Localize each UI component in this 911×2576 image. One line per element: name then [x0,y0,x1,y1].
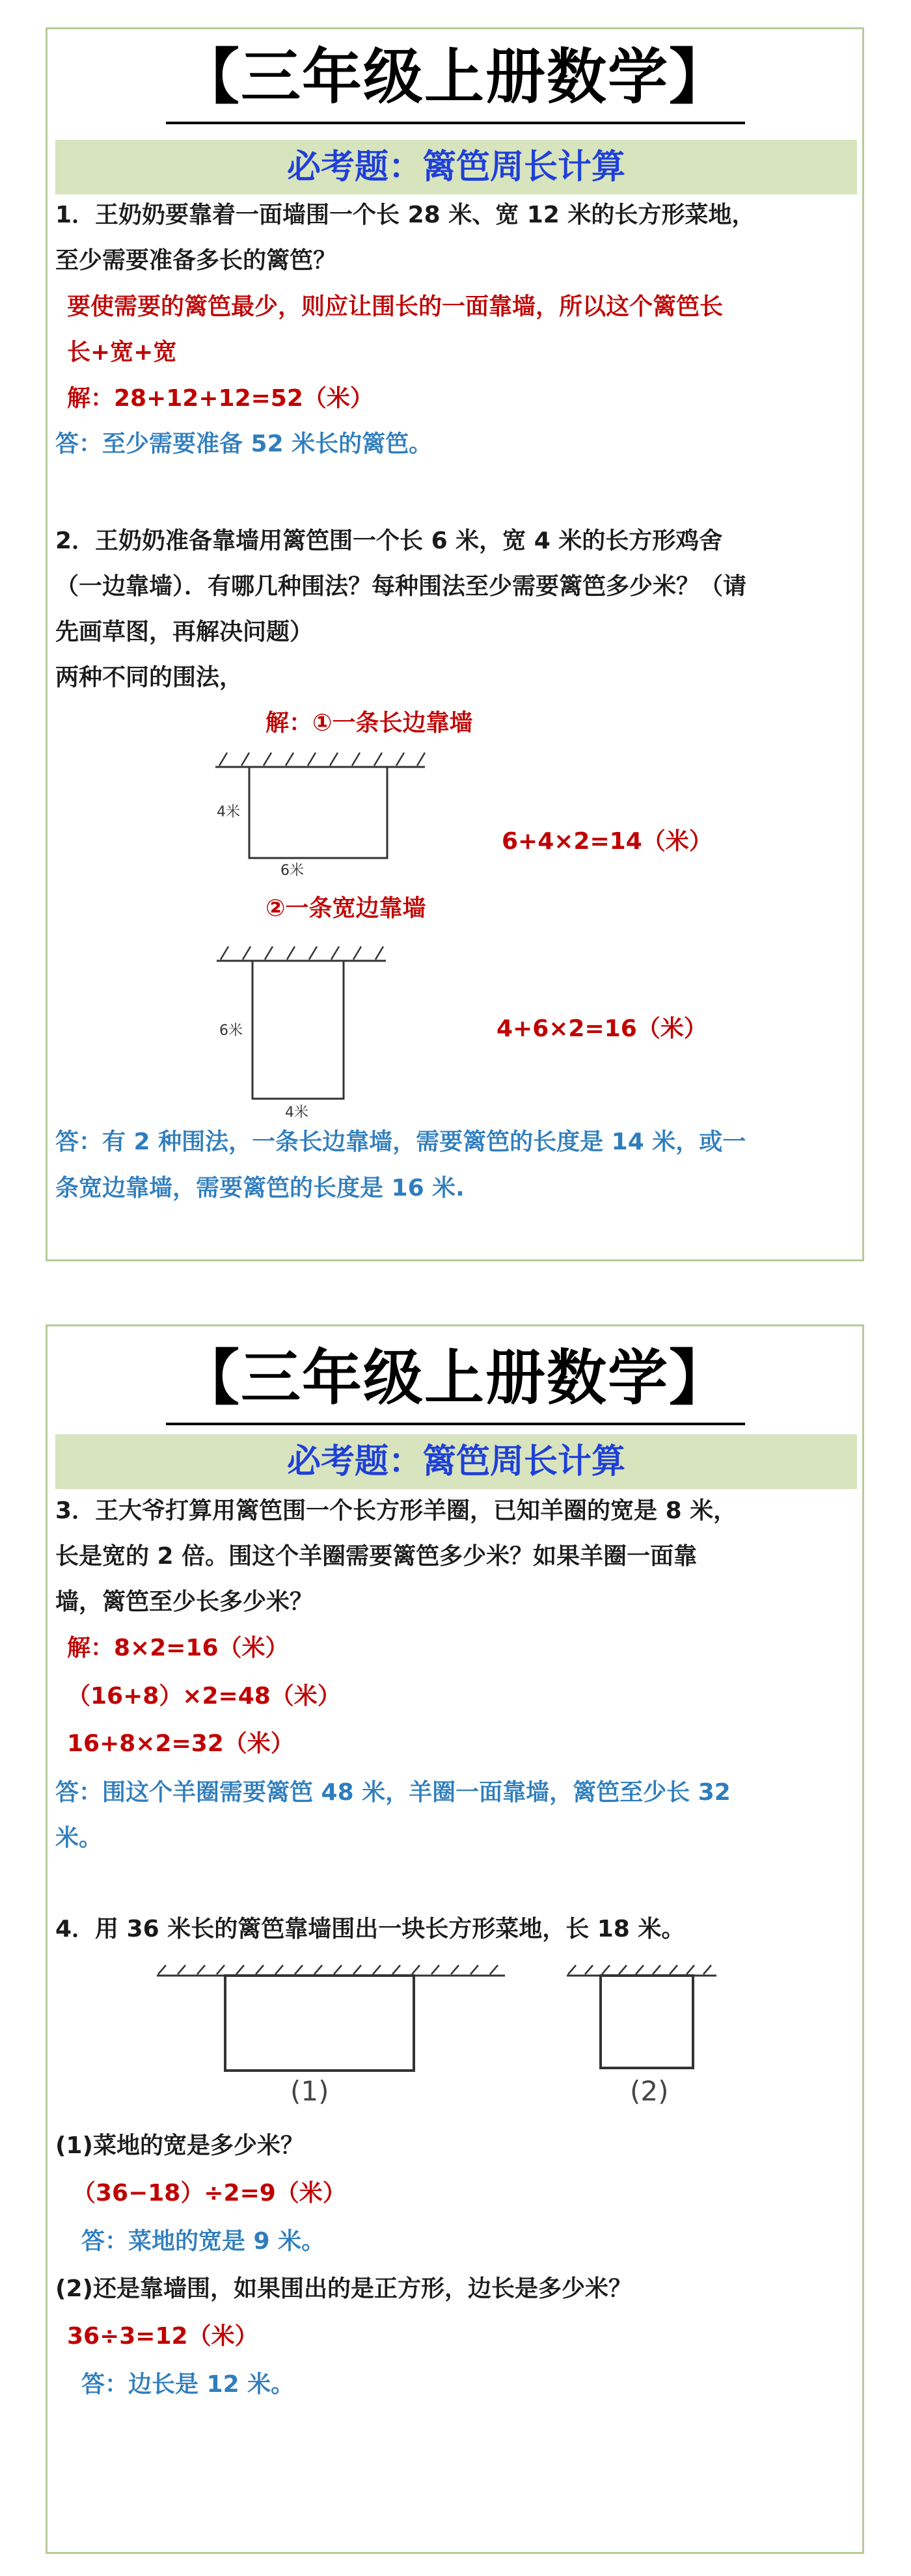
section-banner: 必考题：篱笆周长计算 [55,140,857,195]
section-banner: 必考题：篱笆周长计算 [55,1434,857,1489]
q4-sub-question-2: (2)还是靠墙围，如果围出的是正方形，边长是多少米？ [55,2275,632,2302]
fig1-side-label: 4米 [217,804,240,820]
q2-answer-line-1: 答：有 2 种围法，一条长边靠墙，需要篱笆的长度是 14 米，或一 [55,1129,746,1155]
page-title: 【三年级上册数学】 [179,42,730,112]
q2-figure-long-side-wall [210,744,444,900]
title-underline [166,122,745,124]
wall-hatch [158,1965,498,1974]
q1-answer: 答：至少需要准备 52 米长的篱笆。 [55,431,433,457]
q4-figure-1 [150,1951,515,2107]
q3-solution-line-1: 解：8×2=16（米） [67,1635,289,1661]
title-underline [166,1423,745,1425]
fig2-label: (2) [630,2075,669,2107]
fig1-bottom-label: 6米 [280,863,304,879]
coop-rectangle [249,767,387,858]
garden-rectangle [225,1976,414,2071]
q1-solution: 解：28+12+12=52（米） [67,385,374,412]
q3-answer-line-2: 米。 [55,1825,103,1851]
q2-text-line-4: 两种不同的围法， [55,664,243,691]
page-title: 【三年级上册数学】 [179,1343,730,1413]
q4-sub-2-answer: 答：边长是 12 米。 [81,2371,295,2398]
q3-text-line-1: 3．王大爷打算用篱笆围一个长方形羊圈，已知羊圈的宽是 8 米， [55,1497,737,1524]
q1-hint-line-1: 要使需要的篱笆最少，则应让围长的一面靠墙，所以这个篱笆长 [67,293,724,320]
q2-answer-line-2: 条宽边靠墙，需要篱笆的长度是 16 米. [55,1175,465,1201]
q2-method-2-label: ②一条宽边靠墙 [265,895,426,922]
q3-solution-line-3: 16+8×2=32（米） [67,1730,294,1757]
wall-hatch [221,946,383,959]
fig1-label: (1) [290,2075,329,2107]
q4-sub-1-answer: 答：菜地的宽是 9 米。 [81,2228,325,2255]
q4-sub-1-calc: （36−18）÷2=9（米） [72,2180,346,2207]
q2-text-line-3: 先画草图，再解决问题） [55,619,314,645]
q2-method-1-label: 解：①一条长边靠墙 [265,710,473,736]
q1-text-line-2: 至少需要准备多长的篱笆？ [55,247,337,274]
q3-text-line-2: 长是宽的 2 倍。围这个羊圈需要篱笆多少米？如果羊圈一面靠 [55,1543,698,1570]
square-garden [601,1976,693,2068]
q4-sub-question-1: (1)菜地的宽是多少米？ [55,2132,304,2159]
worksheet-card-1 [46,27,864,1261]
q2-method-1-calc: 6+4×2=14（米） [502,828,713,855]
q1-hint-line-2: 长+宽+宽 [67,339,177,366]
coop-rectangle [252,961,344,1099]
q3-answer-line-1: 答：围这个羊圈需要篱笆 48 米，羊圈一面靠墙，篱笆至少长 32 [55,1779,731,1806]
q4-sub-2-calc: 36÷3=12（米） [67,2323,258,2350]
q3-text-line-3: 墙，篱笆至少长多少米？ [55,1589,314,1615]
q3-solution-line-2: （16+8）×2=48（米） [67,1683,341,1710]
wall-hatch [219,753,425,766]
q2-text-line-2: （一边靠墙）．有哪几种围法？每种围法至少需要篱笆多少米？（请 [55,573,747,600]
q2-method-2-calc: 4+6×2=16（米） [496,1015,707,1042]
worksheet-card-2 [46,1324,864,2554]
q1-text-line-1: 1．王奶奶要靠着一面墙围一个长 28 米、宽 12 米的长方形菜地， [55,202,755,228]
q2-text-line-1: 2．王奶奶准备靠墙用篱笆围一个长 6 米，宽 4 米的长方形鸡舍 [55,528,723,554]
fig2-bottom-label: 4米 [285,1105,308,1121]
fig2-side-label: 6米 [219,1023,243,1039]
q4-text-line-1: 4．用 36 米长的篱笆靠墙围出一块长方形菜地，长 18 米。 [55,1916,685,1942]
wall-hatch [568,1965,711,1974]
q2-figure-short-side-wall [210,933,405,1129]
q4-figure-2 [562,1951,731,2107]
